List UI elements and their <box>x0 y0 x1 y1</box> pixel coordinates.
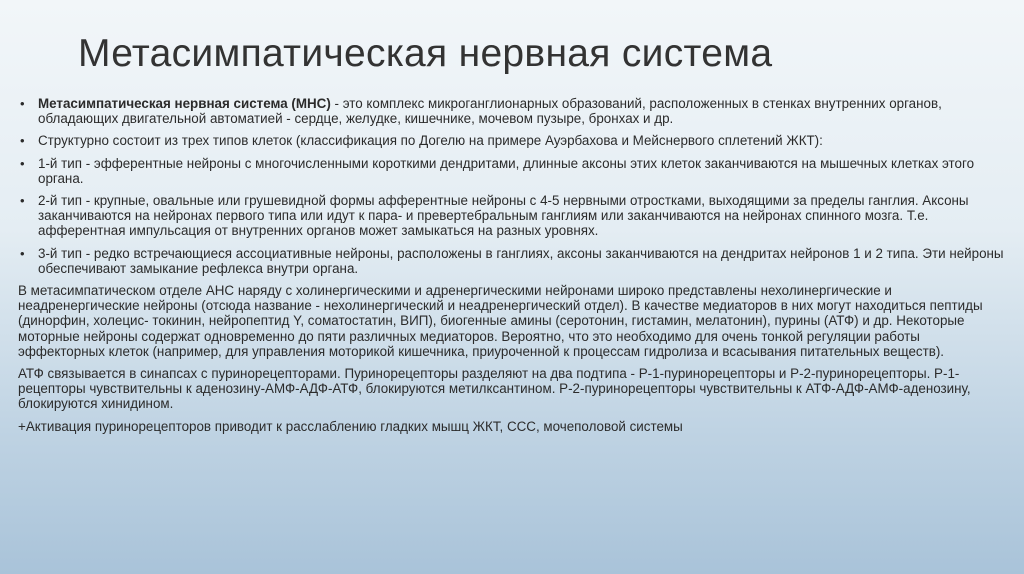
bullet-item <box>18 96 1008 126</box>
bullet-bold-term: Метасимпатическая нервная система (МНС) <box>38 96 331 111</box>
bullet-item <box>18 156 1008 186</box>
bullet-dot-icon: • <box>20 96 25 111</box>
bullet-item <box>18 246 1008 276</box>
bullet-text: - это комплекс микроганглионарных образований, расположенных в стенках внутренних органов, обладающих двигательной автоматией - сердце, желудке, кишечнике, мочевом пузыре, бронхах и др. <box>38 96 942 127</box>
slide-title: Метасимпатическая нервная система <box>78 32 773 75</box>
bullet-list <box>18 96 1008 276</box>
bullet-dot-icon: • <box>20 193 25 209</box>
paragraph-atp-receptors: АТФ связывается в синапсах с пуринорецепторами. Пуринорецепторы разделяют на два подтипа - Р-1-пуринорецепторы и Р-2-пуринорецепторы. Р-1-рецепторы чувствительны к аденозину-АМФ-АДФ-АТФ, блокируются метилксантином. Р-2-пуринорецепторы чувствительны к АТФ-АДФ-АМФ-аденозину, блокируются хинидином. <box>18 366 971 412</box>
bullet-dot-icon: • <box>20 245 25 261</box>
bullet-text: 3-й тип - редко встречающиеся ассоциативные нейроны, расположены в ганглиях, аксоны заканчиваются на дендритах нейронов 1 и 2 типа. Эти нейроны обеспечивают замыкание рефлекса внутри органа. <box>38 245 1004 276</box>
bullet-item <box>18 193 1008 239</box>
bullet-dot-icon: • <box>20 133 25 149</box>
slide-content <box>18 96 1008 441</box>
paragraph-activation: +Активация пуринорецепторов приводит к расслаблению гладких мышц ЖКТ, ССС, мочеполовой системы <box>18 418 683 434</box>
paragraph-mediators: В метасимпатическом отделе АНС наряду с холинергическими и адренергическими нейронами широко представлены нехолинергические и неадренергические нейроны (отсюда название - нехолинергический и неадренергический отдел). В качестве медиаторов в них могут находиться пептиды (динорфин, холецис- токинин, нейропептид Y, соматостатин, ВИП), биогенные амины (серотонин, гистамин, мелатонин), пурины (АТФ) и др. Некоторые моторные нейроны содержат одновременно до пяти различных медиаторов. Вероятно, что это необходимо для очень тонкой регуляции работы эффекторных клеток (например, для управления моторикой кишечника, приуроченной к процессам гидролиза и всасывания питательных веществ). <box>18 283 983 359</box>
bullet-text: Структурно состоит из трех типов клеток (классификация по Догелю на примере Ауэрбахова и Мейснервого сплетений ЖКТ): <box>38 133 823 149</box>
bullet-dot-icon: • <box>20 155 25 171</box>
bullet-text: 1-й тип - эфферентные нейроны с многочисленными короткими дендритами, длинные аксоны этих клеток заканчиваются на мышечных клетках этого органа. <box>38 155 975 186</box>
bullet-item <box>18 133 1008 148</box>
bullet-text: 2-й тип - крупные, овальные или грушевидной формы афферентные нейроны с 4-5 нервными отростками, выходящими за пределы ганглия. Аксоны заканчиваются на нейронах первого типа или идут к пара- и превертебральным ганглиям или заканчиваются на нейронах спинного мозга. Т.е. афферентная импульсация от внутренних органов может замыкаться на разных уровнях. <box>38 193 969 239</box>
